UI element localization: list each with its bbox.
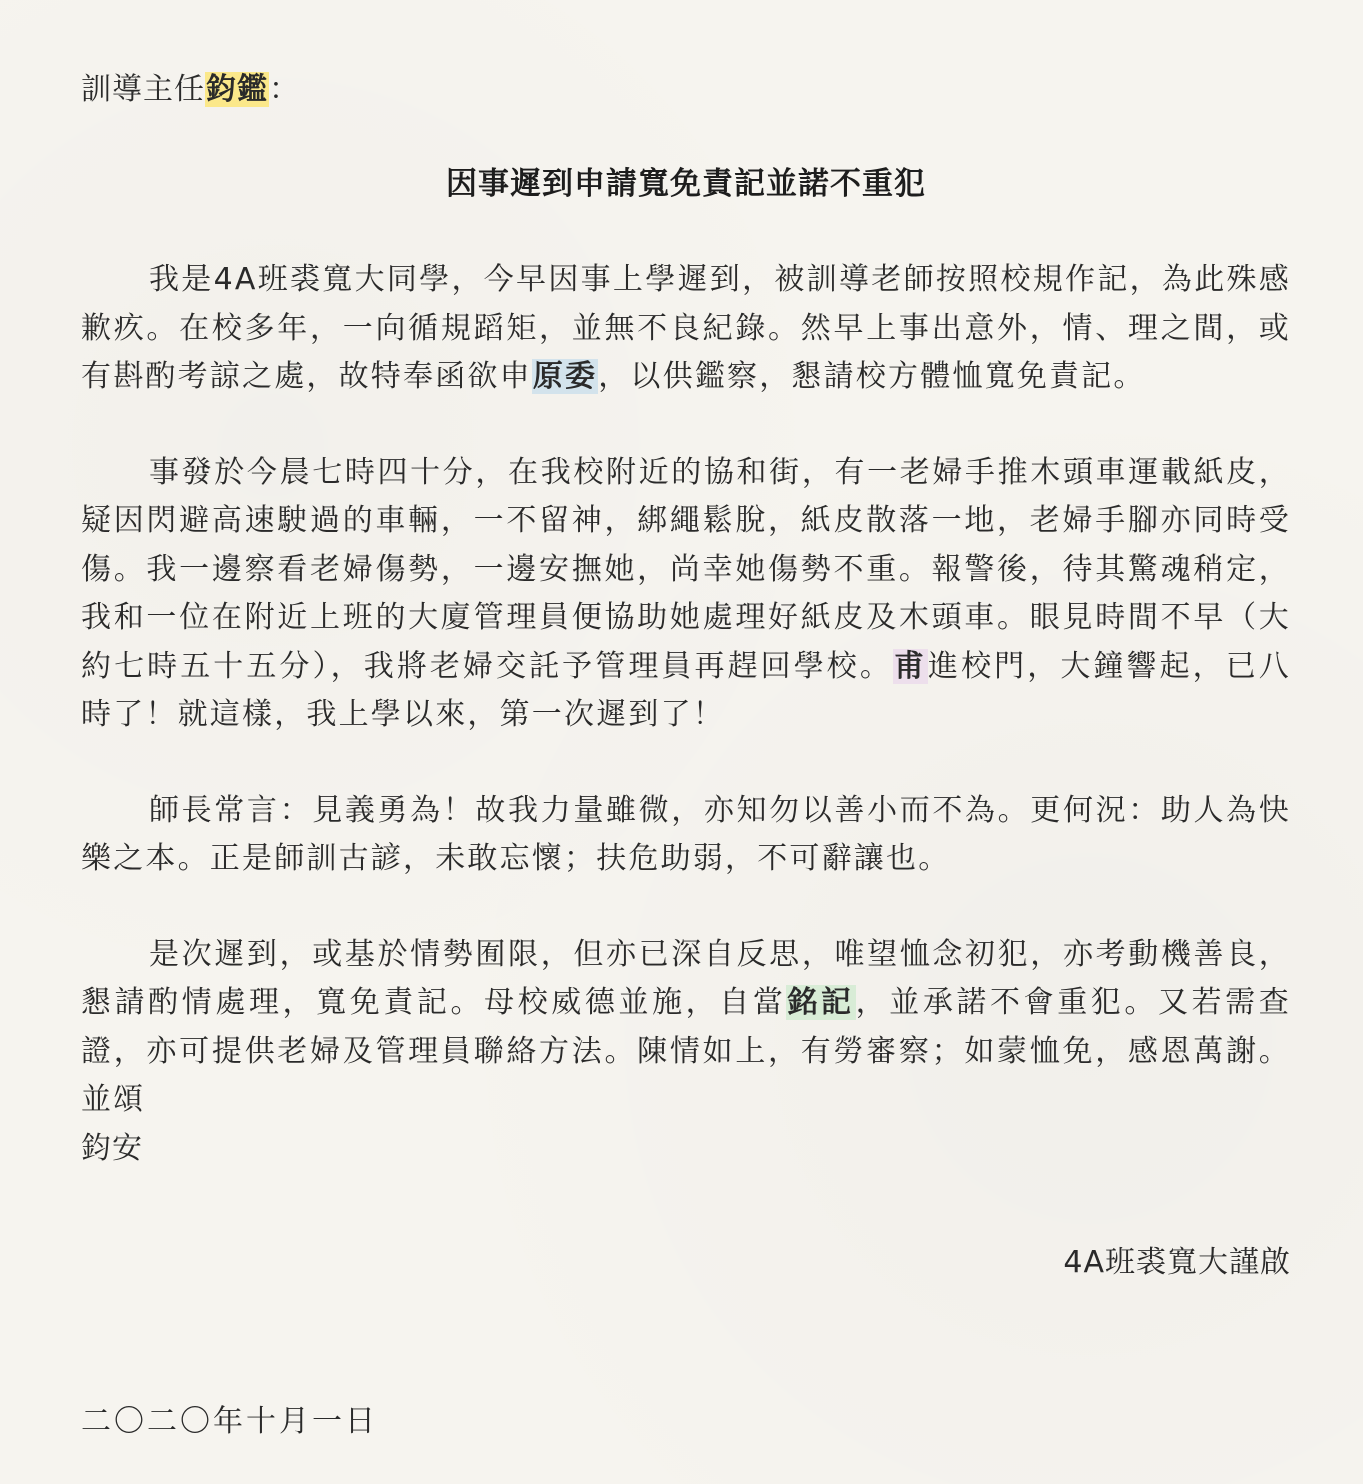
paragraph-1 bbox=[81, 256, 1291, 402]
letter bbox=[81, 66, 1291, 1287]
highlight-mingji: 銘記 bbox=[787, 985, 855, 1020]
paragraph-2-text-b: 進校門，大鐘響起，已八時了！就這樣，我上學以來，第一次遲到了！ bbox=[81, 648, 1292, 732]
paragraph-3: 師長常言：見義勇為！故我力量雖微，亦知勿以善小而不為。更何況：助人為快樂之本。正是師訓古諺，未敢忘懷；扶危助弱，不可辭讓也。 bbox=[81, 792, 1291, 876]
paragraph-2-text-a: 事發於今晨七時四十分，在我校附近的協和街，有一老婦手推木頭車運載紙皮，疑因閃避高速駛過的車輛，一不留神，綁繩鬆脫，紙皮散落一地，老婦手腳亦同時受傷。我一邊察看老婦傷勢，一邊安撫她，尚幸她傷勢不重。報警後，待其驚魂稍定，我和一位在附近上班的大廈管理員便協助她處理好紙皮及木頭車。眼見時間不早（大約七時五十五分），我將老婦交託予管理員再趕回學校。 bbox=[81, 454, 1291, 684]
paragraph-2 bbox=[81, 449, 1291, 740]
letter-date: 二〇二〇年十月一日 bbox=[81, 1404, 378, 1439]
highlight-fu: 甫 bbox=[893, 648, 928, 684]
letter-title: 因事遲到申請寬免責記並諾不重犯 bbox=[446, 166, 926, 202]
salutation-highlight: 鈞鑑 bbox=[206, 72, 268, 107]
highlight-yuanwei: 原委 bbox=[532, 359, 598, 394]
paragraph-4-text-b: ，並承諾不會重犯。又若需查證，亦可提供老婦及管理員聯絡方法。陳情如上，有勞審察；如蒙恤免，感恩萬謝。並頌 bbox=[81, 985, 1291, 1117]
paragraph-4-text-a: 是次遲到，或基於情勢囿限，但亦已深自反思，唯望恤念初犯，亦考動機善良，懇請酌情處理，寬免責記。母校威德並施，自當 bbox=[81, 936, 1291, 1020]
signature: 4A班裘寬大謹啟 bbox=[1063, 1244, 1291, 1280]
paragraph-1-text-a: 我是4A班裘寬大同學，今早因事上學遲到，被訓導老師按照校規作記，為此殊感歉疚。在校多年，一向循規蹈矩，並無不良紀錄。然早上事出意外，情、理之間，或有斟酌考諒之處，故特奉函欲申 bbox=[81, 262, 1291, 394]
salutation bbox=[81, 66, 1291, 114]
paragraph-1-text-b: ，以供鑑察，懇請校方體恤寬免責記。 bbox=[598, 359, 1146, 394]
salutation-colon: ： bbox=[269, 72, 300, 107]
closing-salutation: 鈞安 bbox=[81, 1130, 143, 1166]
salutation-recipient: 訓導主任 bbox=[81, 72, 205, 107]
paragraph-4 bbox=[81, 931, 1291, 1125]
